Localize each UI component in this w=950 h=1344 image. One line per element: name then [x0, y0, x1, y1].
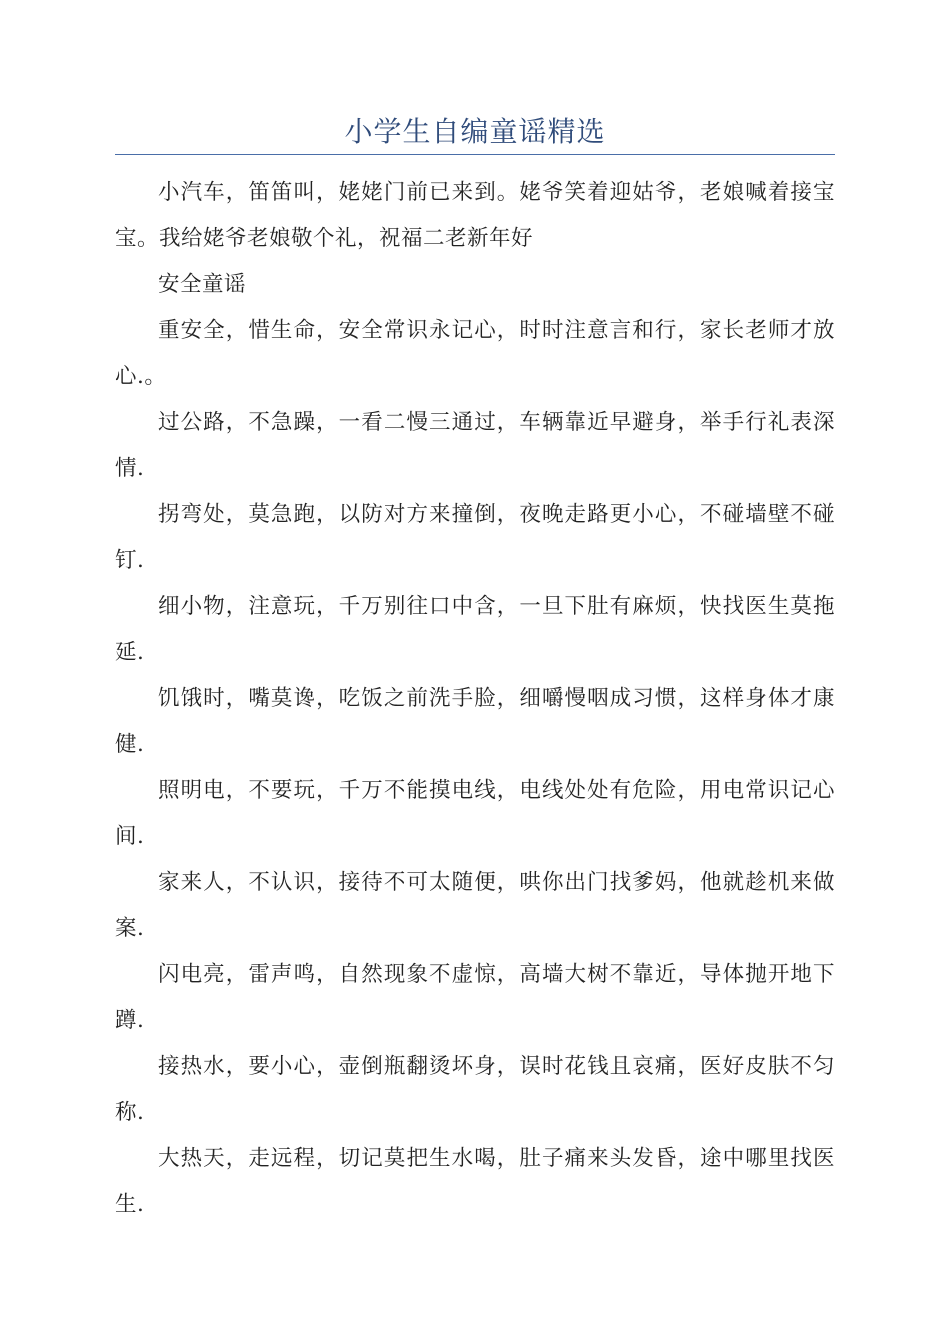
- paragraph: 闪电亮，雷声鸣，自然现象不虚惊，高墙大树不靠近，导体抛开地下蹲.: [115, 962, 835, 1033]
- paragraph: 饥饿时，嘴莫谗，吃饭之前洗手脸，细嚼慢咽成习惯，这样身体才康健.: [115, 686, 835, 757]
- paragraph: 重安全，惜生命，安全常识永记心，时时注意言和行，家长老师才放心.。: [115, 318, 835, 389]
- paragraph: 照明电，不要玩，千万不能摸电线，电线处处有危险，用电常识记心间.: [115, 778, 835, 849]
- paragraph: 家来人，不认识，接待不可太随便，哄你出门找爹妈，他就趁机来做案.: [115, 870, 835, 941]
- paragraph: 拐弯处，莫急跑，以防对方来撞倒，夜晚走路更小心，不碰墙壁不碰钉.: [115, 502, 835, 573]
- document-body: [115, 170, 835, 1228]
- title-underline: [115, 154, 835, 155]
- section-heading: 安全童谣: [158, 272, 247, 297]
- paragraph: 细小物，注意玩，千万别往口中含，一旦下肚有麻烦，快找医生莫拖延.: [115, 594, 835, 665]
- paragraph: 过公路，不急躁，一看二慢三通过，车辆靠近早避身，举手行礼表深情.: [115, 410, 835, 481]
- document-title: 小学生自编童谣精选: [344, 115, 606, 148]
- paragraph: 接热水，要小心，壶倒瓶翻烫坏身，误时花钱且哀痛，医好皮肤不匀称.: [115, 1054, 835, 1125]
- paragraph: 小汽车，笛笛叫，姥姥门前已来到。姥爷笑着迎姑爷，老娘喊着接宝宝。我给姥爷老娘敬个礼，祝福二老新年好: [115, 180, 835, 251]
- paragraph: 大热天，走远程，切记莫把生水喝，肚子痛来头发昏，途中哪里找医生.: [115, 1146, 835, 1217]
